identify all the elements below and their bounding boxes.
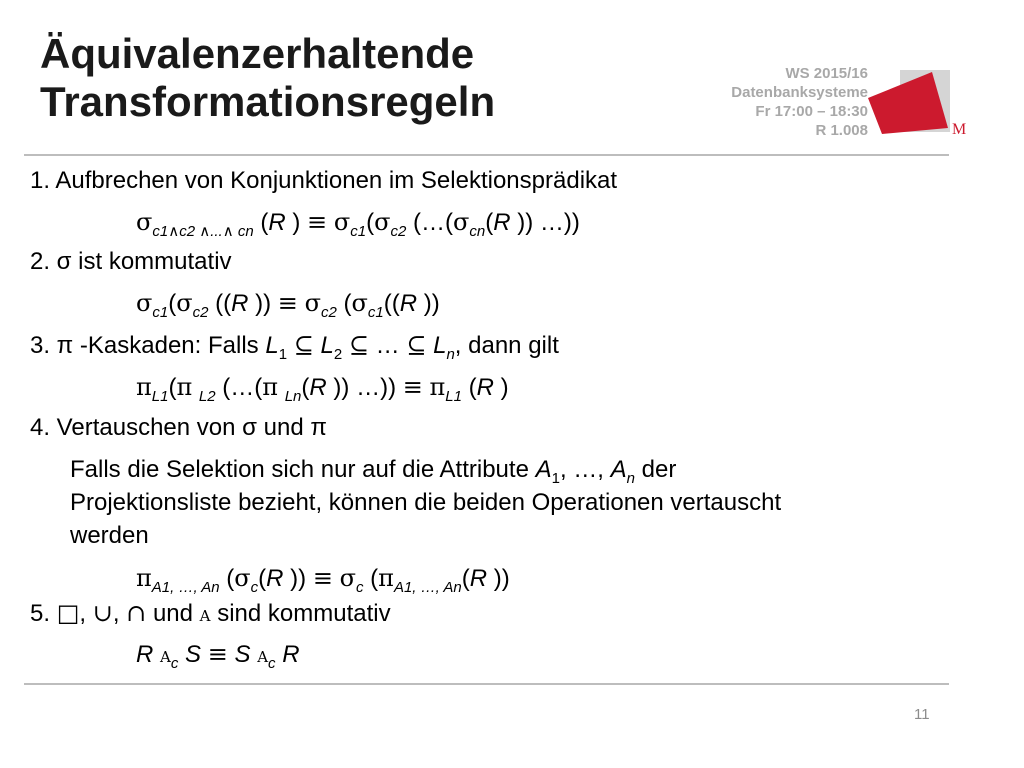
course-semester: WS 2015/16 (785, 65, 868, 82)
rule-5-text: sind kommutativ (217, 600, 391, 627)
slide-title-line1: Äquivalenzerhaltende (40, 30, 475, 77)
rule-2-formula: $\sigma_{c1}(\sigma_{c2}$ ((R )) ≡ $\sigma_{c2}$ ($\sigma_{c1}((R$ )) (136, 289, 440, 321)
rule-3-heading-suffix: , dann gilt (454, 332, 559, 359)
rule-1-formula: $\sigma_{c1\wedge c2 \wedge...\wedge cn}$ (R ) ≡ $\sigma_{c1}(\sigma_{c2}$ ($\dots(\sigma_{cn}(R$ )) …)) (136, 208, 580, 240)
rule-4-text-line1: Falls die Selektion sich nur auf die Attribute $A_1$, …, $A_n$ der (70, 456, 677, 487)
rule-3-heading-text: 3. π -Kaskaden: Falls (30, 332, 259, 359)
page-number: 11 (914, 706, 930, 723)
course-name: Datenbanksysteme (731, 84, 868, 101)
slide-title (40, 30, 680, 126)
footer-divider (24, 683, 949, 685)
rule-5-number: 5. (30, 600, 51, 627)
course-time: Fr 17:00 – 18:30 (755, 103, 868, 120)
course-room: R 1.008 (815, 122, 868, 139)
logo-letter: M (952, 121, 967, 136)
rule-4-formula: $\pi_{A1, \dots, An}$ ($\sigma_c(R$ )) ≡ $\sigma_c$ ($\pi_{A1, \dots, An}(R$ )) (136, 564, 510, 596)
rule-5-formula: R $A_c$ S ≡ S $A_c$ R (136, 640, 300, 672)
rule-5-and: und (152, 600, 193, 627)
slide-title-line2: Transformationsregeln (40, 78, 496, 125)
rule-4-heading: 4. Vertauschen von σ und π (30, 414, 327, 441)
course-info (731, 64, 868, 140)
rule-3-heading: 3. π -Kaskaden: Falls $L_1$ ⊆ $L_2$ ⊆ … ⊆ $L_n$, dann gilt (30, 331, 559, 363)
rule-1-heading: 1. Aufbrechen von Konjunktionen im Selektionsprädikat (30, 167, 618, 194)
rule-3-formula: $\pi_{L1}(\pi$ $_{L2}$ (…(π $_{Ln}$(R )) …)) ≡ $\pi_{L1}$ (R ) (136, 373, 509, 405)
rule-4-text-line3: werden (70, 522, 149, 549)
header-divider (24, 154, 949, 156)
rule-5-heading: 5. □, ∪, ∩ und A sind kommutativ (30, 599, 391, 627)
rule-4-text-end: der (641, 456, 677, 483)
rule-4-text-start: Falls die Selektion sich nur auf die Attribute (70, 456, 529, 483)
rule-2-heading: 2. σ ist kommutativ (30, 248, 232, 275)
university-logo (864, 70, 968, 136)
rule-4-text-line2: Projektionsliste bezieht, können die beiden Operationen vertauscht (70, 489, 782, 516)
